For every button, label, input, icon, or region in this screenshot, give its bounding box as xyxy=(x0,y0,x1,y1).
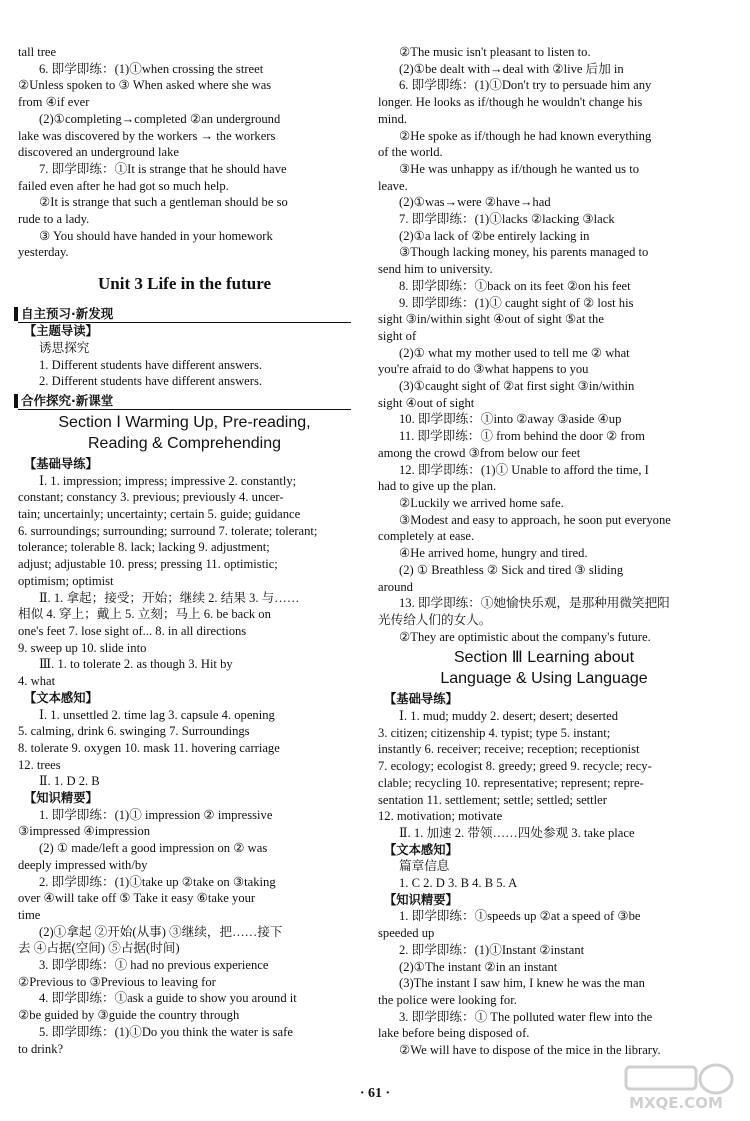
right-answer-line: the police were looking for. xyxy=(378,992,517,1007)
right-answer-line: (3)The instant I saw him, I knew he was the man xyxy=(399,976,645,991)
left-answer-line: one's feet 7. lose sight of... 8. in all directions xyxy=(18,623,247,638)
right-answer-line: (2)①be dealt with→deal with ②live 后加 in xyxy=(399,61,624,76)
right-answer-line: (2)① what my mother used to tell me ② what xyxy=(399,345,630,360)
right-answer-line: Ⅱ. 1. 加速 2. 带领……四处参观 3. take place xyxy=(399,825,635,840)
right-answer-line: among the crowd ③from below our feet xyxy=(378,445,581,460)
right-answer-line: (2)①was→were ②have→had xyxy=(399,195,551,210)
left-answer-line: ③impressed ④impression xyxy=(18,824,151,839)
right-column xyxy=(378,44,710,1059)
right-answer-line: ②We will have to dispose of the mice in the library. xyxy=(399,1043,661,1058)
left-answer-line: 5. calming, drink 6. swinging 7. Surroundings xyxy=(18,724,250,739)
left-answer-line: adjust; adjustable 10. press; pressing 11. optimistic; xyxy=(18,557,278,572)
right-answer-line: 光传给人们的女人。 xyxy=(378,612,492,627)
right-answer-line: ②Luckily we arrived home safe. xyxy=(399,495,564,510)
topic-guide-heading: 【主题导读】 xyxy=(24,324,98,339)
left-answer-line: ②Previous to ③Previous to leaving for xyxy=(18,974,216,989)
left-answer-line: 【文本感知】 xyxy=(24,690,98,705)
right-answer-line: 11. 即学即练：① from behind the door ② from xyxy=(399,429,645,444)
left-answer-line: tall tree xyxy=(18,45,57,59)
section-1-prefix: Section xyxy=(58,413,117,431)
left-answer-line: deeply impressed with/by xyxy=(18,857,148,872)
section-1-title-line1: Warming Up, Pre-reading, xyxy=(120,413,311,431)
section-1-number: Ⅰ xyxy=(116,413,121,431)
left-answer-line: 去 ④占据(空间) ⑤占据(时间) xyxy=(18,941,180,956)
right-answer-line: had to give up the plan. xyxy=(378,479,497,494)
left-answer-line: 【知识精要】 xyxy=(24,791,98,806)
right-answer-line: leave. xyxy=(378,178,408,193)
right-answer-line: 【文本感知】 xyxy=(384,842,458,857)
left-answer-line: 12. trees xyxy=(18,757,61,772)
right-answer-line: 7. 即学即练：(1)①lacks ②lacking ③lack xyxy=(399,212,615,227)
left-answer-line: 相似 4. 穿上；戴上 5. 立刻；马上 6. be back on xyxy=(18,607,271,622)
right-answer-line: 13. 即学即练：①她愉快乐观，是那种用微笑把阳 xyxy=(399,596,670,611)
left-answer-line: 4. what xyxy=(18,674,56,689)
right-answer-block-1 xyxy=(378,44,710,645)
right-answer-line: speeded up xyxy=(378,926,435,941)
unit-title: Unit 3 Life in the future xyxy=(98,274,271,294)
left-answer-line: failed even after he had got so much help. xyxy=(18,178,229,193)
right-answer-line: ③Though lacking money, his parents managed to xyxy=(399,245,649,260)
explore-label: 诱思探究 xyxy=(39,340,90,355)
right-answer-line: ④He arrived home, hungry and tired. xyxy=(399,546,588,561)
right-answer-line: 8. 即学即练：①back on its feet ②on his feet xyxy=(399,278,631,293)
left-answer-line: ②It is strange that such a gentleman should be so xyxy=(39,195,288,210)
right-answer-line: (3)①caught sight of ②at first sight ③in/within xyxy=(399,379,635,394)
right-answer-line: ②They are optimistic about the company's future. xyxy=(399,629,651,644)
right-answer-line: of the world. xyxy=(378,145,443,160)
section-1-title-line2: Reading & Comprehending xyxy=(87,434,281,452)
left-answer-line: 【基础导练】 xyxy=(24,456,98,471)
right-answer-line: longer. He looks as if/though he wouldn't change his xyxy=(378,95,643,110)
right-answer-line: mind. xyxy=(378,111,408,126)
right-answer-line: sight of xyxy=(378,328,417,343)
left-answer-line: optimism; optimist xyxy=(18,573,114,588)
left-answer-line: (2)①completing→completed ②an underground xyxy=(39,111,281,126)
left-answer-block-1 xyxy=(18,44,351,261)
left-answer-line: 7. 即学即练：①It is strange that he should have xyxy=(39,161,287,176)
right-answer-line: 6. 即学即练：(1)①Don't try to persuade him any xyxy=(399,78,652,93)
right-answer-line: ③Modest and easy to approach, he soon put everyone xyxy=(399,512,671,527)
right-answer-line: Ⅰ. 1. mud; muddy 2. desert; desert; deserted xyxy=(399,709,619,724)
left-answer-line: Ⅱ. 1. 拿起；接受；开始；继续 2. 结果 3. 与…… xyxy=(39,590,300,605)
section-bar-self-preview: 自主预习·新发现 xyxy=(18,305,351,323)
section-3-prefix: Section xyxy=(453,649,512,667)
right-answer-line: 7. ecology; ecologist 8. greedy; greed 9. recycle; recy- xyxy=(378,759,652,774)
left-answer-line: tain; uncertainly; uncertainty; certain 5. guide; guidance xyxy=(18,507,301,522)
right-answer-line: 10. 即学即练：①into ②away ③aside ④up xyxy=(399,412,622,427)
explore-item-1: 1. Different students have different answers. xyxy=(39,357,263,372)
right-answer-line: around xyxy=(378,579,413,594)
left-answer-line: (2)①拿起 ②开始(从事) ③继续，把……接下 xyxy=(39,924,283,939)
right-answer-line: lake before being disposed of. xyxy=(378,1026,530,1041)
section-1-title xyxy=(18,412,351,454)
section-3-title xyxy=(378,647,710,689)
right-answer-line: 篇章信息 xyxy=(399,859,450,874)
left-answer-line: lake was discovered by the workers → the workers xyxy=(18,128,276,143)
right-answer-line: you're afraid to do ③what happens to you xyxy=(378,362,589,377)
right-answer-line: 9. 即学即练：(1)① caught sight of ② lost his xyxy=(399,295,634,310)
left-answer-line: to drink? xyxy=(18,1041,64,1056)
left-answer-line: from ④if ever xyxy=(18,95,90,110)
left-answer-line: Ⅲ. 1. to tolerate 2. as though 3. Hit by xyxy=(39,657,233,672)
right-answer-line: (2)①a lack of ②be entirely lacking in xyxy=(399,228,590,243)
right-answer-line: sight ④out of sight xyxy=(378,395,475,410)
left-answer-line: 9. sweep up 10. slide into xyxy=(18,640,147,655)
left-answer-line: 8. tolerate 9. oxygen 10. mask 11. hovering carriage xyxy=(18,740,280,755)
section-3-number: Ⅲ xyxy=(511,649,523,667)
section-3-title-line1: Learning about xyxy=(522,649,635,667)
left-answer-line: Ⅰ. 1. unsettled 2. time lag 3. capsule 4. opening xyxy=(39,707,275,722)
explore-item-2: 2. Different students have different answers. xyxy=(39,374,263,389)
watermark-logo xyxy=(616,1061,736,1113)
right-answer-line: 【基础导练】 xyxy=(384,692,458,707)
right-answer-line: 3. 即学即练：① The polluted water flew into the xyxy=(399,1009,653,1024)
left-answer-line: 6. 即学即练：(1)①when crossing the street xyxy=(39,61,264,76)
right-answer-line: instantly 6. receiver; receive; reception; receptionist xyxy=(378,742,640,757)
section-bar-cooperative: 合作探究·新课堂 xyxy=(18,392,351,410)
right-answer-line: 2. 即学即练：(1)①Instant ②instant xyxy=(399,942,585,957)
left-answer-line: constant; constancy 3. previous; previously 4. uncer- xyxy=(18,490,284,505)
left-answer-line: 3. 即学即练：① had no previous experience xyxy=(39,958,269,973)
left-answer-line: tolerance; tolerable 8. lack; lacking 9. adjustment; xyxy=(18,540,270,555)
left-answer-line: yesterday. xyxy=(18,245,69,260)
right-answer-line: 1. C 2. D 3. B 4. B 5. A xyxy=(399,876,518,891)
left-answer-line: (2) ① made/left a good impression on ② was xyxy=(39,841,268,856)
left-answer-line: 1. 即学即练：(1)① impression ② impressive xyxy=(39,807,273,822)
left-answer-line: 6. surroundings; surrounding; surround 7. tolerate; tolerant; xyxy=(18,523,318,538)
left-answer-line: 5. 即学即练：(1)①Do you think the water is safe xyxy=(39,1024,293,1039)
right-answer-line: send him to university. xyxy=(378,262,493,277)
right-answer-line: 1. 即学即练：①speeds up ②at a speed of ③be xyxy=(399,909,641,924)
right-answer-line: 12. motivation; motivate xyxy=(378,809,503,824)
right-answer-line: (2)①The instant ②in an instant xyxy=(399,959,558,974)
right-answer-line: 【知识精要】 xyxy=(384,892,458,907)
right-answer-line: ③He was unhappy as if/though he wanted us to xyxy=(399,161,640,176)
right-answer-line: ②He spoke as if/though he had known everything xyxy=(399,128,652,143)
right-answer-line: sight ③in/within sight ④out of sight ⑤at the xyxy=(378,312,604,327)
left-answer-line: time xyxy=(18,907,41,922)
left-answer-line: Ⅰ. 1. impression; impress; impressive 2. constantly; xyxy=(39,473,297,488)
right-answer-line: 12. 即学即练：(1)① Unable to afford the time, I xyxy=(399,462,649,477)
left-column xyxy=(18,44,351,1057)
right-answer-line: clable; recycling 10. representative; represent; repre- xyxy=(378,775,644,790)
left-answer-line: ②Unless spoken to ③ When asked where she was xyxy=(18,78,272,93)
left-answer-line: 4. 即学即练：①ask a guide to show you around it xyxy=(39,991,297,1006)
right-answer-line: 3. citizen; citizenship 4. typist; type 5. instant; xyxy=(378,725,611,740)
left-answer-line: discovered an underground lake xyxy=(18,145,179,160)
right-answer-line: ②The music isn't pleasant to listen to. xyxy=(399,45,591,59)
watermark-text: MXQE.COM xyxy=(629,1094,723,1112)
left-answer-line: ②be guided by ③guide the country through xyxy=(18,1008,240,1023)
left-answer-block-2 xyxy=(18,456,351,1057)
right-answer-line: (2) ① Breathless ② Sick and tired ③ sliding xyxy=(399,562,624,577)
left-answer-line: rude to a lady. xyxy=(18,212,90,227)
section-3-title-line2: Language & Using Language xyxy=(440,670,648,688)
right-answer-line: sentation 11. settlement; settle; settled; settler xyxy=(378,792,607,807)
left-answer-line: 2. 即学即练：(1)①take up ②take on ③taking xyxy=(39,874,276,889)
right-answer-block-2 xyxy=(378,691,710,1058)
page-number: · 61 · xyxy=(359,1086,391,1101)
left-answer-line: ③ You should have handed in your homework xyxy=(39,228,273,243)
left-answer-line: over ④will take off ⑤ Take it easy ⑥take your xyxy=(18,891,256,906)
right-answer-line: completely at ease. xyxy=(378,529,475,544)
left-answer-line: Ⅱ. 1. D 2. B xyxy=(39,774,100,789)
